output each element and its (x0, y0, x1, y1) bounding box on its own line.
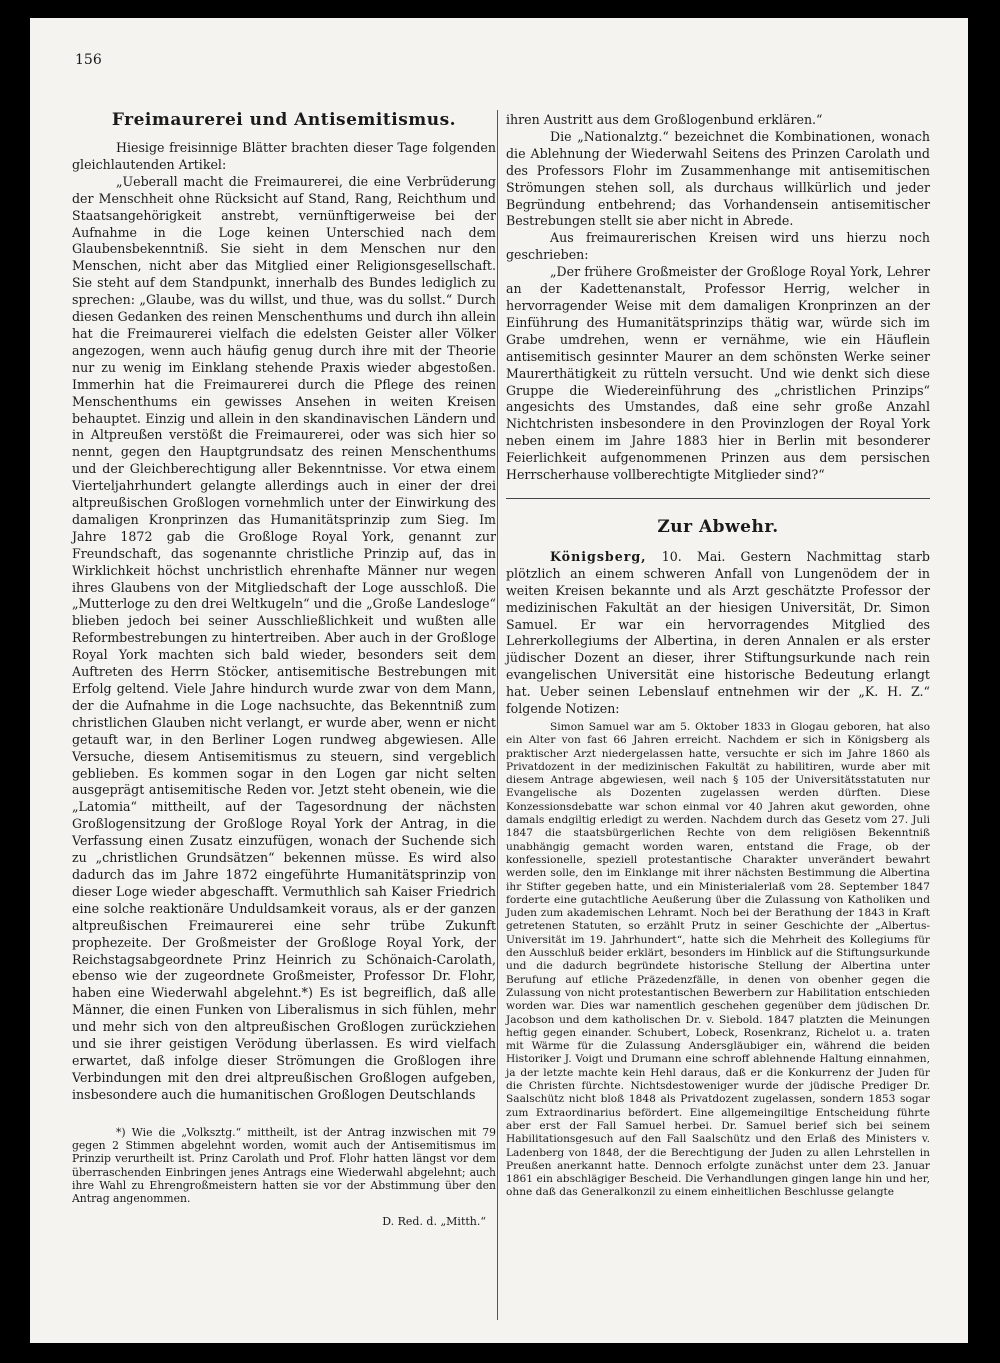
page-number: 156 (75, 52, 102, 68)
column-rule (497, 110, 498, 1320)
biography-paragraph: Simon Samuel war am 5. Oktober 1833 in Glogau geboren, hat also ein Alter von fast 66 Jahren erreicht. Nachdem er sich in Königsberg als praktischer Arzt niedergelassen hatte, versuchte er sich im Jahre 1860 als Privatdozent in der medizinischen Fakultät zu habilitiren, wurde aber mit diesem Antrage abgewiesen, weil nach § 105 der Universitätsstatuten nur Evangelische als Dozenten zugelassen werden dürften. Diese Konzessionsdebatte war schon einmal vor 40 Jahren akut geworden, ohne damals endgiltig erledigt zu werden. Nachdem durch das Gesetz vom 27. Juli 1847 die staatsbürgerlichen Rechte von dem religiösen Bekenntniß unabhängig gemacht worden waren, entstand die Frage, ob der konfessionelle, speziell protestantische Charakter unverändert bewahrt werden solle, den im Einklange mit ihrer nächsten Bestimmung die Albertina ihr Stifter gegeben hatte, und ein Ministerialerlaß vom 28. September 1847 forderte eine gutachtliche Aeußerung über die Zulassung von Katholiken und Juden zum akademischen Lehramt. Noch bei der Berathung der 1843 in Kraft getretenen Statuten, so erzählt Prutz in seiner Geschichte der „Albertus-Universität im 19. Jahrhundert“, hatte sich die Mehrheit des Kollegiums für den Ausschluß beider erklärt, besonders im Hinblick auf die Stiftungsurkunde und die dadurch begründete historische Stellung der Albertina unter Berufung auf etliche Präzedenzfälle, in denen von obenher gegen die Zulassung von nicht protestantischen Bewerbern zur Habilitation entschieden worden war. Dies war namentlich geschehen gegenüber dem jüdischen Dr. Jacobson und dem katholischen Dr. v. Siebold. 1847 platzten die Meinungen heftig gegen einander. Schubert, Lobeck, Rosenkranz, Richelot u. a. traten mit Wärme für die Zulassung Andersgläubiger ein, während die beiden Historiker J. Voigt und Drumann eine schroff ablehnende Haltung einnahmen, ja der letzte machte kein Hehl daraus, daß er die Konkurrenz der Juden für die Christen fürchte. Nichtsdestoweniger wurde der jüdische Prediger Dr. Saalschütz nicht bloß 1848 als Privatdozent zugelassen, sondern 1853 sogar zum Extraordinarius befördert. Eine allgemeingiltige Entscheidung führte aber erst der Fall Samuel herbei. Dr. Samuel berief sich bei seinem Habilitationsgesuch auf den Fall Saalschütz und den Erlaß des Ministers v. Ladenberg von 1848, der die Berechtigung der Juden zu allen Lehrstellen in Preußen anerkannt hatte. Dennoch erfolgte zunächst unter dem 23. Januar 1861 ein abschlägiger Bescheid. Die Verhandlungen gingen lange hin und her, ohne daß das Generalkonzil zu einem einheitlichen Beschlusse gelangte (506, 721, 930, 1199)
quoted-article-paragraph: „Ueberall macht die Freimaurerei, die eine Verbrüderung der Menschheit ohne Rücksicht auf Stand, Rang, Reichthum und Staatsangehörigkeit anstrebt, vernünftigerweise bei der Aufnahme in die Loge keinen Unterschied nach dem Glaubensbekenntniß. Sie sieht in dem Menschen nur den Menschen, nicht aber das Mitglied einer Religionsgesellschaft. Sie steht auf dem Standpunkt, innerhalb des Bundes lediglich zu sprechen: „Glaube, was du willst, und thue, was du sollst.“ Durch diesen Gedanken des reinen Menschenthums und durch ihn allein hat die Freimaurerei vielfach die edelsten Geister aller Völker angezogen, wenn auch häufig genug durch ihre mit der Theorie nur zu wenig im Einklang stehende Praxis wieder abgestoßen. Immerhin hat die Freimaurerei durch die Pflege des reinen Menschenthums ein gewisses Ansehen in weiten Kreisen behauptet. Einzig und allein in den skandinavischen Ländern und in Altpreußen verstößt die Freimaurerei, oder was sich hier so nennt, gegen den Hauptgrundsatz des reinen Menschenthums und der Gleichberechtigung aller Bekenntnisse. Vor etwa einem Vierteljahrhundert gelangte allerdings auch in einer der drei altpreußischen Großlogen vornehmlich unter der Einwirkung des damaligen Kronprinzen das Humanitätsprinzip zum Sieg. Im Jahre 1872 gab die Großloge Royal York, genannt zur Freundschaft, das sogenannte christliche Prinzip auf, das in Wirklichkeit höchst unchristlich ehrenhafte Männer nur wegen ihres Glaubens von der Mitgliedschaft der Loge ausschloß. Die „Mutterloge zu den drei Weltkugeln“ und die „Große Landesloge“ blieben jedoch bei seiner Ausschließlichkeit und wußten alle Reformbestrebungen zu hintertreiben. Aber auch in der Großloge Royal York machten sich bald wieder, besonders seit dem Auftreten des Herrn Stöcker, antisemitische Bestrebungen mit Erfolg geltend. Viele Jahre hindurch wurde zwar von dem Mann, der die Aufnahme in die Loge nachsuchte, das Bekenntniß zum christlichen Glauben nicht verlangt, er wurde aber, wenn er nicht getauft war, in den Berliner Logen rundweg abgewiesen. Alle Versuche, diesem Antisemitismus zu steuern, sind vergeblich geblieben. Es kommen sogar in den Logen gar nicht selten ausgeprägt antisemitische Reden vor. Jetzt steht obenein, wie die „Latomia“ mittheilt, auf der Tagesordnung der nächsten Großlogensitzung der Großloge Royal York der Antrag, in die Verfassung einen Zusatz einzufügen, wonach der Suchende sich zu „christlichen Grundsätzen“ bekennen müsse. Es wird also dadurch das im Jahre 1872 eingeführte Humanitätsprinzip von dieser Loge wieder abgeschafft. Vermuthlich sah Kaiser Friedrich eine solche reaktionäre Unduldsamkeit voraus, als er der ganzen altpreußischen Freimaurerei eine sehr trübe Zukunft prophezeite. Der Großmeister der Großloge Royal York, der Reichstagsabgeordnete Prinz Heinrich zu Schönaich-Carolath, ebenso wie der zugeordnete Großmeister, Professor Dr. Flohr, haben eine Wiederwahl abgelehnt.*) Es ist begreiflich, daß alle Männer, die einen Funken von Liberalismus in sich fühlen, mehr und mehr sich von den altpreußischen Großlogen zurückziehen und sie ihrer geistigen Verödung überlassen. Es wird vielfach erwartet, daß infolge dieser Strömungen die Großlogen ihre Verbindungen mit den drei altpreußischen Großlogen aufgeben, insbesondere auch die humanitischen Großlogen Deutschlands (72, 173, 496, 1102)
section-title: Zur Abwehr. (657, 516, 779, 537)
news-lead-paragraph (506, 549, 930, 718)
section-separator (506, 498, 930, 499)
newspaper-page (30, 18, 968, 1343)
footnote-text: *) Wie die „Volksztg.“ mittheilt, ist der Antrag inzwischen mit 79 gegen 2 Stimmen abgelehnt worden, womit auch der Antisemitismus im Prinzip verurtheilt ist. Prinz Carolath und Prof. Flohr hatten längst vor dem überraschenden Einbringen jenes Antrags eine Wiederwahl abgelehnt; auch ihre Wahl zu Ehrengroßmeistern hatten sie vor der Abstimmung über den Antrag angenommen. (72, 1125, 496, 1206)
article-title: Freimaurerei und Antisemitismus. (111, 110, 457, 130)
right-column (506, 112, 930, 1200)
lead-text: 10. Mai. Gestern Nachmittag starb plötzlich an einem schweren Anfall von Lungenödem der in weiten Kreisen bekannte und als Arzt geschätzte Professor der medizinischen Fakultät an der hiesigen Universität, Dr. Simon Samuel. Er war ein hervorragendes Mitglied des Lehrerkollegiums der Albertina, in deren Annalen er als erster jüdischer Dozent an dieser, ihrer Stiftungsurkunde nach rein evangelischen Universität eine historische Bedeutung erlangt hat. Ueber seinen Lebenslauf entnehmen wir der „K. H. Z.“ folgende Notizen: (506, 548, 930, 717)
footnote-signature: D. Red. d. „Mitth.“ (382, 1215, 486, 1229)
masonic-circles-paragraph: Aus freimaurerischen Kreisen wird uns hierzu noch geschrieben: (506, 230, 930, 263)
dateline: Königsberg, (550, 548, 647, 564)
intro-paragraph: Hiesige freisinnige Blätter brachten dieser Tage folgenden gleichlautenden Artikel: (72, 140, 496, 172)
nationalztg-paragraph: Die „Nationalztg.“ bezeichnet die Kombinationen, wonach die Ablehnung der Wiederwahl Seitens des Prinzen Carolath und des Professors Flohr im Zusammenhange mit antisemitischen Strömungen stehen soll, als durchaus willkürlich und jeder Begründung entbehrend; das Vorhandensein antisemitischer Bestrebungen stellt sie aber nicht in Abrede. (506, 128, 930, 229)
continuation-paragraph: ihren Austritt aus dem Großlogenbund erklären.“ (506, 112, 823, 127)
left-column (72, 110, 496, 1228)
herrig-quote-paragraph: „Der frühere Großmeister der Großloge Royal York, Lehrer an der Kadettenanstalt, Professor Herrig, welcher in hervorragender Weise mit dem damaligen Kronprinzen an der Einführung des Humanitätsprinzips thätig war, würde sich im Grabe umdrehen, wenn er vernähme, wie ein Häuflein antisemitisch gesinnter Maurer an dem schönsten Werke seiner Maurerthätigkeit zu rütteln versucht. Und wie denkt sich diese Gruppe die Wiedereinführung des „christlichen Prinzips“ angesichts des Umstandes, daß eine sehr große Anzahl Nichtchristen insbesondere in den Provinzlogen der Royal York neben einem im Jahre 1883 hier in Berlin mit besonderer Feierlichkeit aufgenommenen Prinzen aus dem persischen Herrscherhause vollberechtigte Mitglieder sind?“ (506, 264, 930, 483)
footnote (72, 1126, 496, 1229)
